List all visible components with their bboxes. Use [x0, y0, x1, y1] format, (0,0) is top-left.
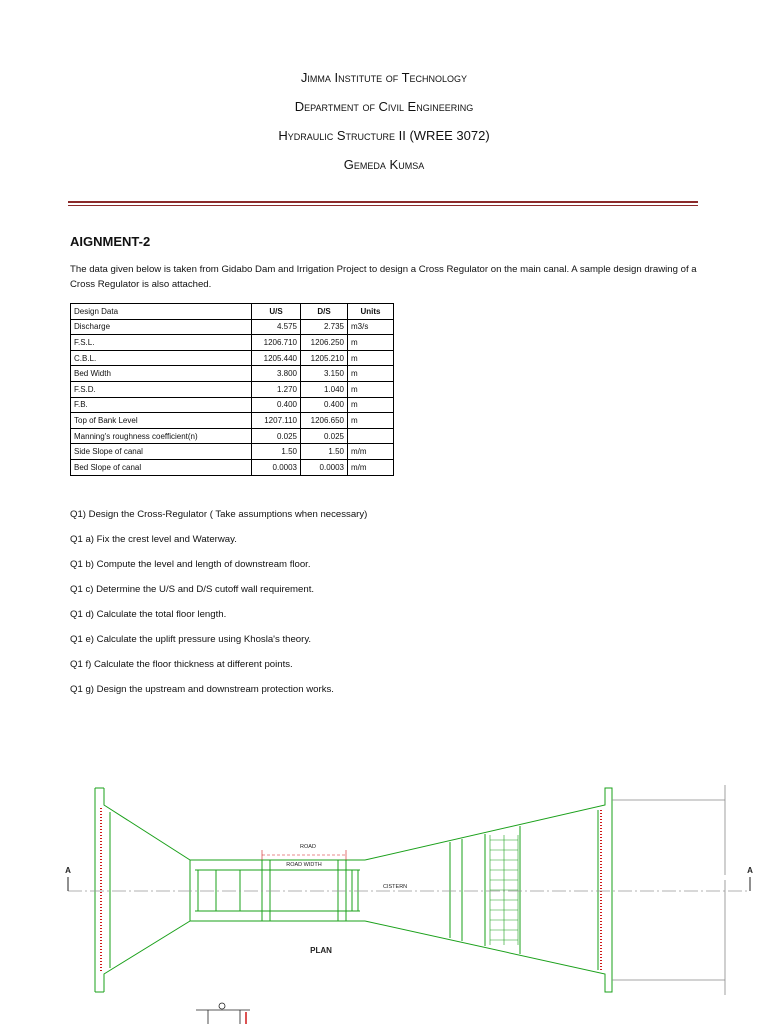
table-row: [71, 459, 394, 475]
us-value-cell: 1206.710: [252, 335, 301, 351]
table-row: [71, 335, 394, 351]
us-value-cell: 1.270: [252, 381, 301, 397]
design-data-table: [70, 303, 394, 476]
course-title: Hydraulic Structure II (WREE 3072): [278, 128, 490, 143]
unit-cell: m/m: [348, 444, 394, 460]
us-value-cell: 3.800: [252, 366, 301, 382]
masonry-block: [490, 835, 518, 945]
ds-value-cell: 1206.650: [301, 413, 348, 429]
unit-cell: m/m: [348, 459, 394, 475]
section-mark-right: A: [747, 866, 753, 875]
table-row: [71, 397, 394, 413]
table-row: [71, 366, 394, 382]
table-row: [71, 350, 394, 366]
question-item: Q1 c) Determine the U/S and D/S cutoff wall requirement.: [70, 584, 315, 595]
table-row: [71, 444, 394, 460]
row-label-cell: Manning's roughness coefficient(n): [71, 428, 252, 444]
ds-value-cell: 1.50: [301, 444, 348, 460]
table-row: [71, 319, 394, 335]
us-value-header: U/S: [252, 304, 301, 320]
ds-value-cell: 0.400: [301, 397, 348, 413]
unit-cell: m: [348, 366, 394, 382]
header-divider-thin: [68, 205, 698, 206]
row-label-cell: F.S.L.: [71, 335, 252, 351]
unit-cell: m3/s: [348, 319, 394, 335]
row-label-cell: C.B.L.: [71, 350, 252, 366]
unit-cell: m: [348, 397, 394, 413]
ds-value-cell: 1206.250: [301, 335, 348, 351]
question-item: Q1 e) Calculate the uplift pressure using Khosla's theory.: [70, 634, 312, 645]
row-label-header: Design Data: [71, 304, 252, 320]
table-row: [71, 428, 394, 444]
author-name: Gemeda Kumsa: [343, 157, 425, 172]
row-label-cell: F.S.D.: [71, 381, 252, 397]
row-label-cell: Discharge: [71, 319, 252, 335]
table-row: [71, 381, 394, 397]
ds-value-cell: 0.025: [301, 428, 348, 444]
ds-value-header: D/S: [301, 304, 348, 320]
unit-cell: m: [348, 381, 394, 397]
ds-value-cell: 0.0003: [301, 459, 348, 475]
assignment-intro: The data given below is taken from Gidabo Dam and Irrigation Project to design a Cross Regulator on the main canal. A sample design drawing of a Cross Regulator is also attached.: [70, 264, 697, 290]
ds-value-cell: 3.150: [301, 366, 348, 382]
table-header-row: [71, 304, 394, 320]
us-value-cell: 1207.110: [252, 413, 301, 429]
us-value-cell: 0.0003: [252, 459, 301, 475]
question-item: Q1 d) Calculate the total floor length.: [70, 609, 227, 620]
cistern-label: CISTERN: [383, 884, 408, 890]
unit-cell: m: [348, 335, 394, 351]
plan-label: PLAN: [310, 946, 332, 955]
us-value-cell: 1.50: [252, 444, 301, 460]
unit-cell: m: [348, 350, 394, 366]
department-name: Department of Civil Engineering: [294, 99, 474, 114]
unit-cell: m: [348, 413, 394, 429]
question-item: Q1 a) Fix the crest level and Waterway.: [70, 534, 237, 545]
us-value-cell: 1205.440: [252, 350, 301, 366]
ds-value-cell: 1.040: [301, 381, 348, 397]
institute-name: Jimma Institute of Technology: [300, 70, 468, 85]
right-wing-wall: [365, 788, 612, 992]
unit-header: Units: [348, 304, 394, 320]
assignment-title: AIGNMENT-2: [70, 234, 151, 249]
section-mark-left: A: [65, 866, 71, 875]
unit-cell: [348, 428, 394, 444]
us-value-cell: 0.400: [252, 397, 301, 413]
question-item: Q1 g) Design the upstream and downstream protection works.: [70, 684, 334, 695]
row-label-cell: F.B.: [71, 397, 252, 413]
header-divider-thick: [68, 201, 698, 203]
row-label-cell: Bed Width: [71, 366, 252, 382]
left-wing-wall: [104, 788, 190, 992]
ds-value-cell: 2.735: [301, 319, 348, 335]
ds-value-cell: 1205.210: [301, 350, 348, 366]
us-value-cell: 0.025: [252, 428, 301, 444]
question-item: Q1) Design the Cross-Regulator ( Take assumptions when necessary): [70, 509, 368, 520]
road-width-label: ROAD WIDTH: [286, 862, 322, 868]
road-label: ROAD: [300, 844, 316, 850]
cross-regulator-plan-drawing: [0, 780, 768, 1024]
us-value-cell: 4.575: [252, 319, 301, 335]
row-label-cell: Top of Bank Level: [71, 413, 252, 429]
question-item: Q1 b) Compute the level and length of downstream floor.: [70, 559, 311, 570]
row-label-cell: Bed Slope of canal: [71, 459, 252, 475]
question-item: Q1 f) Calculate the floor thickness at different points.: [70, 659, 293, 670]
table-row: [71, 413, 394, 429]
row-label-cell: Side Slope of canal: [71, 444, 252, 460]
